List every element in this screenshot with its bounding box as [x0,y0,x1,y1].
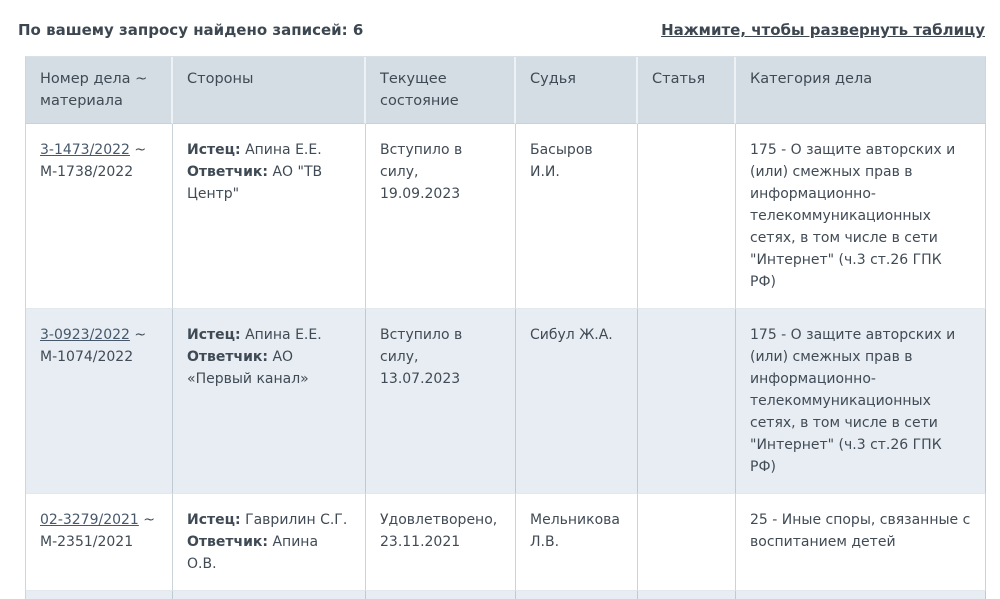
expand-table-link[interactable]: Нажмите, чтобы развернуть таблицу [661,21,985,39]
case-number-link[interactable]: 3-0923/2022 [40,327,130,343]
plaintiff-label: Истец: [187,327,241,343]
defendant-name: АО «Первый канал» [187,349,309,387]
column-header-category: Категория дела [736,57,986,124]
judge-cell: Сибул Ж.А. [516,309,638,494]
case-number-cell [26,124,173,309]
table-header-row [26,57,986,124]
table-row [26,494,986,591]
case-number-link[interactable]: 02-3279/2021 [40,512,139,528]
column-header-state: Текущее состояние [366,57,516,124]
parties-cell [173,124,366,309]
defendant-name: Апина О.В. [187,534,319,572]
red-arrow-down-icon [883,0,901,8]
results-count-text: По вашему запросу найдено записей: 6 [18,21,364,39]
case-number-cell [26,494,173,591]
results-table [25,56,986,599]
table-row [26,124,986,309]
parties-cell [173,494,366,591]
column-header-parties: Стороны [173,57,366,124]
category-cell: 175 - О защите авторских и (или) смежных прав в информационно-телекоммуникационных сетях, в том числе в сети "Интернет" (ч.3 ст.26 ГПК РФ) [736,309,986,494]
category-cell: 175 - О защите авторских и (или) смежных прав в информационно-телекоммуникационных сетях, в том числе в сети "Интернет" (ч.3 ст.26 ГПК РФ) [736,124,986,309]
plaintiff-label: Истец: [187,512,241,528]
state-cell: Вступило в силу, 13.07.2023 [366,309,516,494]
material-number: ~ М-1074/2022 [40,327,147,365]
category-cell: 25 - Иные споры, связанные с воспитанием детей [736,494,986,591]
defendant-label: Ответчик: [187,164,269,180]
article-cell [638,124,736,309]
plaintiff-name: Гаврилин С.Г. [245,512,348,528]
column-header-judge: Судья [516,57,638,124]
article-cell [638,309,736,494]
judge-cell: Басыров И.И. [516,124,638,309]
material-number: ~ М-1738/2022 [40,142,147,180]
judge-cell: Мельникова Л.В. [516,494,638,591]
state-cell: Вступило в силу, 19.09.2023 [366,124,516,309]
defendant-label: Ответчик: [187,534,269,550]
column-header-article: Статья [638,57,736,124]
column-header-case-number: Номер дела ~ материала [26,57,173,124]
results-header [0,0,1000,39]
table-row [26,309,986,494]
case-number-cell [26,309,173,494]
case-number-link[interactable]: 3-1473/2022 [40,142,130,158]
parties-cell [173,309,366,494]
article-cell [638,494,736,591]
plaintiff-label: Истец: [187,142,241,158]
results-table-container [25,56,985,599]
plaintiff-name: Апина Е.Е. [245,142,322,158]
material-number: ~ М-2351/2021 [40,512,156,550]
defendant-label: Ответчик: [187,349,269,365]
state-cell: Удовлетворено, 23.11.2021 [366,494,516,591]
table-row-partial [26,591,986,599]
plaintiff-name: Апина Е.Е. [245,327,322,343]
defendant-name: АО "ТВ Центр" [187,164,323,202]
